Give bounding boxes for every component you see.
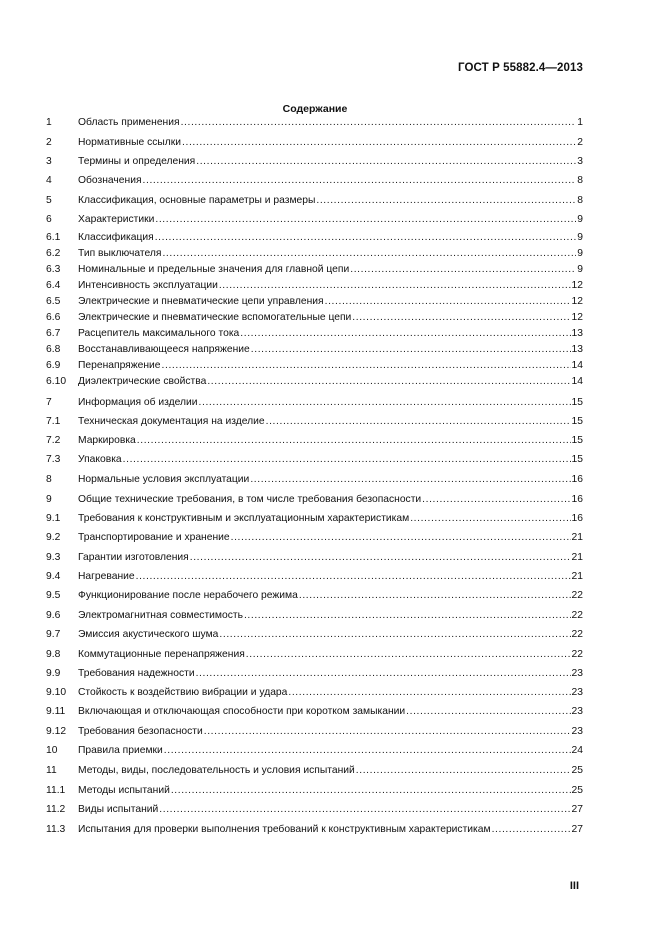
toc-entry-line bbox=[78, 609, 583, 623]
toc-entry-number: 11.1 bbox=[46, 785, 66, 796]
toc-entry-number: 11.2 bbox=[46, 804, 66, 815]
toc-entry-line bbox=[78, 493, 583, 507]
toc-entry-line bbox=[78, 263, 583, 277]
toc-entry[interactable] bbox=[46, 823, 583, 837]
toc-leader-dots bbox=[162, 247, 576, 261]
toc-entry[interactable] bbox=[46, 551, 583, 565]
toc-entry-page: 22 bbox=[571, 590, 583, 601]
toc-entry-number: 7.1 bbox=[46, 416, 61, 427]
toc-entry-number: 9.12 bbox=[46, 726, 67, 737]
toc-entry-page: 25 bbox=[571, 785, 583, 796]
toc-entry[interactable] bbox=[46, 311, 583, 325]
toc-entry-title: Правила приемки bbox=[78, 745, 163, 756]
toc-entry-page: 9 bbox=[577, 264, 583, 275]
toc-entry[interactable] bbox=[46, 375, 583, 389]
toc-entry[interactable] bbox=[46, 116, 583, 130]
page-number: III bbox=[569, 880, 579, 892]
toc-entry-line bbox=[78, 725, 583, 739]
toc-leader-dots bbox=[219, 628, 570, 642]
toc-entry-page: 14 bbox=[571, 360, 583, 371]
toc-entry[interactable] bbox=[46, 213, 583, 227]
toc-entry-page: 12 bbox=[571, 312, 583, 323]
toc-entry[interactable] bbox=[46, 784, 583, 798]
toc-leader-dots bbox=[356, 764, 571, 778]
toc-entry-page: 12 bbox=[571, 280, 583, 291]
toc-entry-page: 25 bbox=[571, 765, 583, 776]
toc-entry-page: 16 bbox=[571, 474, 583, 485]
toc-entry-title: Классификация bbox=[78, 232, 154, 243]
toc-leader-dots bbox=[159, 803, 570, 817]
toc-entry-line bbox=[78, 213, 583, 227]
toc-entry[interactable] bbox=[46, 705, 583, 719]
toc-leader-dots bbox=[137, 434, 571, 448]
toc-entry-line bbox=[78, 247, 583, 261]
toc-entry-title: Стойкость к воздействию вибрации и удара bbox=[78, 687, 288, 698]
toc-entry-line bbox=[78, 784, 583, 798]
toc-entry-title: Гарантии изготовления bbox=[78, 552, 189, 563]
toc-entry[interactable] bbox=[46, 686, 583, 700]
toc-entry-number: 9.2 bbox=[46, 532, 61, 543]
toc-entry-number: 5 bbox=[46, 195, 52, 206]
toc-leader-dots bbox=[250, 473, 570, 487]
toc-entry-page: 15 bbox=[571, 435, 583, 446]
toc-entry-title: Перенапряжение bbox=[78, 360, 161, 371]
toc-entry-title: Транспортирование и хранение bbox=[78, 532, 230, 543]
toc-entry-line bbox=[78, 295, 583, 309]
toc-entry-page: 27 bbox=[571, 804, 583, 815]
toc-entry-page: 1 bbox=[577, 117, 583, 128]
toc-leader-dots bbox=[155, 231, 577, 245]
toc-entry[interactable] bbox=[46, 628, 583, 642]
toc-entry[interactable] bbox=[46, 648, 583, 662]
toc-entry-page: 23 bbox=[571, 668, 583, 679]
toc-entry-line bbox=[78, 803, 583, 817]
toc-leader-dots bbox=[492, 823, 571, 837]
toc-entry-page: 14 bbox=[571, 376, 583, 387]
toc-entry-line bbox=[78, 116, 583, 130]
toc-entry[interactable] bbox=[46, 803, 583, 817]
toc-leader-dots bbox=[155, 213, 576, 227]
toc-leader-dots bbox=[207, 375, 570, 389]
toc-entry[interactable] bbox=[46, 155, 583, 169]
toc-entry-number: 2 bbox=[46, 137, 52, 148]
toc-title: Содержание bbox=[282, 103, 348, 115]
toc-entry-number: 8 bbox=[46, 474, 52, 485]
toc-entry-number: 4 bbox=[46, 175, 52, 186]
toc-entry-page: 8 bbox=[577, 175, 583, 186]
toc-entry-title: Виды испытаний bbox=[78, 804, 159, 815]
toc-entry-title: Требования к конструктивным и эксплуатационным характеристикам bbox=[78, 513, 410, 524]
toc-entry-page: 23 bbox=[571, 687, 583, 698]
toc-entry-number: 10 bbox=[46, 745, 58, 756]
toc-entry-line bbox=[78, 531, 583, 545]
toc-leader-dots bbox=[196, 155, 576, 169]
toc-entry-page: 9 bbox=[577, 248, 583, 259]
toc-entry-page: 22 bbox=[571, 629, 583, 640]
toc-entry-page: 9 bbox=[577, 214, 583, 225]
toc-entry-number: 11 bbox=[46, 765, 57, 776]
toc-leader-dots bbox=[316, 194, 576, 208]
toc-entry[interactable] bbox=[46, 359, 583, 373]
toc-entry-title: Нагревание bbox=[78, 571, 135, 582]
toc-entry-line bbox=[78, 628, 583, 642]
toc-entry-title: Интенсивность эксплуатации bbox=[78, 280, 218, 291]
toc-entry-line bbox=[78, 473, 583, 487]
toc-entry-number: 6.1 bbox=[46, 232, 61, 243]
toc-entry-line bbox=[78, 434, 583, 448]
toc-entry-title: Термины и определения bbox=[78, 156, 196, 167]
toc-entry-number: 6.7 bbox=[46, 328, 61, 339]
toc-entry-line bbox=[78, 648, 583, 662]
toc-entry[interactable] bbox=[46, 473, 583, 487]
toc-entry[interactable] bbox=[46, 531, 583, 545]
toc-entry-number: 1 bbox=[46, 117, 52, 128]
toc-entry-number: 7.2 bbox=[46, 435, 61, 446]
toc-entry-line bbox=[78, 327, 583, 341]
toc-entry[interactable] bbox=[46, 247, 583, 261]
toc-leader-dots bbox=[244, 609, 571, 623]
toc-entry[interactable] bbox=[46, 295, 583, 309]
toc-entry-number: 9.5 bbox=[46, 590, 61, 601]
toc-leader-dots bbox=[325, 295, 571, 309]
toc-leader-dots bbox=[410, 512, 570, 526]
toc-leader-dots bbox=[182, 136, 576, 150]
toc-entry-number: 7.3 bbox=[46, 454, 61, 465]
toc-entry-page: 8 bbox=[577, 195, 583, 206]
toc-entry-page: 13 bbox=[571, 328, 583, 339]
toc-entry-title: Испытания для проверки выполнения требований к конструктивным характеристикам bbox=[78, 824, 491, 835]
toc-entry[interactable] bbox=[46, 764, 583, 778]
toc-entry-page: 13 bbox=[571, 344, 583, 355]
toc-entry-title: Нормальные условия эксплуатации bbox=[78, 474, 250, 485]
toc-entry-line bbox=[78, 174, 583, 188]
toc-entry-number: 9.10 bbox=[46, 687, 67, 698]
toc-entry-number: 6.9 bbox=[46, 360, 61, 371]
toc-entry[interactable] bbox=[46, 194, 583, 208]
toc-leader-dots bbox=[352, 311, 570, 325]
toc-entry-line bbox=[78, 415, 583, 429]
toc-entry[interactable] bbox=[46, 725, 583, 739]
toc-entry-number: 6 bbox=[46, 214, 52, 225]
toc-entry-title: Маркировка bbox=[78, 435, 136, 446]
toc-entry-number: 9.4 bbox=[46, 571, 61, 582]
toc-entry[interactable] bbox=[46, 263, 583, 277]
toc-leader-dots bbox=[123, 453, 571, 467]
toc-entry-title: Методы испытаний bbox=[78, 785, 170, 796]
toc-entry-line bbox=[78, 343, 583, 357]
toc-entry-line bbox=[78, 194, 583, 208]
toc-leader-dots bbox=[136, 570, 571, 584]
toc-entry-page: 15 bbox=[571, 454, 583, 465]
toc-entry[interactable] bbox=[46, 589, 583, 603]
toc-leader-dots bbox=[199, 396, 571, 410]
toc-entry-page: 21 bbox=[571, 552, 583, 563]
toc-entry[interactable] bbox=[46, 415, 583, 429]
toc-leader-dots bbox=[288, 686, 570, 700]
toc-entry[interactable] bbox=[46, 174, 583, 188]
toc-entry-page: 27 bbox=[571, 824, 583, 835]
toc-entry[interactable] bbox=[46, 136, 583, 150]
toc-entry-title: Классификация, основные параметры и размеры bbox=[78, 195, 316, 206]
toc-entry[interactable] bbox=[46, 434, 583, 448]
toc-entry[interactable] bbox=[46, 493, 583, 507]
toc-entry-page: 24 bbox=[571, 745, 583, 756]
toc-entry-line bbox=[78, 705, 583, 719]
toc-entry[interactable] bbox=[46, 327, 583, 341]
toc-entry-line bbox=[78, 155, 583, 169]
toc-entry-title: Информация об изделии bbox=[78, 397, 198, 408]
toc-entry-title: Коммутационные перенапряжения bbox=[78, 649, 245, 660]
toc-entry-title: Восстанавливающееся напряжение bbox=[78, 344, 250, 355]
toc-entry-line bbox=[78, 279, 583, 293]
toc-entry-page: 2 bbox=[577, 137, 583, 148]
toc-entry-number: 6.2 bbox=[46, 248, 61, 259]
toc-leader-dots bbox=[143, 174, 577, 188]
toc-entry-title: Требования надежности bbox=[78, 668, 195, 679]
toc-entry-title: Обозначения bbox=[78, 175, 142, 186]
toc-entry-number: 6.3 bbox=[46, 264, 61, 275]
toc-leader-dots bbox=[162, 359, 571, 373]
toc-entry-number: 9.8 bbox=[46, 649, 61, 660]
toc-entry-number: 9.1 bbox=[46, 513, 61, 524]
toc-entry-title: Требования безопасности bbox=[78, 726, 203, 737]
toc-entry[interactable] bbox=[46, 453, 583, 467]
toc-entry-line bbox=[78, 375, 583, 389]
toc-entry-title: Номинальные и предельные значения для главной цепи bbox=[78, 264, 350, 275]
toc-leader-dots bbox=[196, 667, 571, 681]
toc-entry-title: Техническая документация на изделие bbox=[78, 416, 265, 427]
toc-leader-dots bbox=[299, 589, 571, 603]
toc-entry[interactable] bbox=[46, 744, 583, 758]
toc-entry-title: Электромагнитная совместимость bbox=[78, 610, 243, 621]
toc-entry-page: 23 bbox=[571, 706, 583, 717]
toc-entry-line bbox=[78, 551, 583, 565]
toc-entry-title: Эмиссия акустического шума bbox=[78, 629, 219, 640]
toc-entry-page: 22 bbox=[571, 610, 583, 621]
toc-entry-title: Электрические и пневматические цепи управления bbox=[78, 296, 324, 307]
toc-entry[interactable] bbox=[46, 231, 583, 245]
toc-entry-page: 22 bbox=[571, 649, 583, 660]
toc-entry-page: 15 bbox=[571, 416, 583, 427]
toc-entry-line bbox=[78, 396, 583, 410]
toc-leader-dots bbox=[181, 116, 577, 130]
toc-entry-line bbox=[78, 311, 583, 325]
toc-entry-number: 3 bbox=[46, 156, 52, 167]
toc-entry-number: 9.9 bbox=[46, 668, 61, 679]
toc-entry-number: 6.10 bbox=[46, 376, 67, 387]
toc-entry-line bbox=[78, 823, 583, 837]
toc-leader-dots bbox=[219, 279, 571, 293]
toc-entry-line bbox=[78, 570, 583, 584]
toc-entry-number: 6.8 bbox=[46, 344, 61, 355]
toc-entry-title: Методы, виды, последовательность и условия испытаний bbox=[78, 765, 355, 776]
toc-entry-title: Тип выключателя bbox=[78, 248, 162, 259]
toc-entry-page: 3 bbox=[577, 156, 583, 167]
toc-entry-title: Характеристики bbox=[78, 214, 155, 225]
toc-entry-line bbox=[78, 589, 583, 603]
toc-entry[interactable] bbox=[46, 609, 583, 623]
toc-entry[interactable] bbox=[46, 570, 583, 584]
toc-entry[interactable] bbox=[46, 396, 583, 410]
toc-entry-number: 6.6 bbox=[46, 312, 61, 323]
toc-entry-number: 7 bbox=[46, 397, 52, 408]
toc-entry-number: 9.6 bbox=[46, 610, 61, 621]
toc-entry-line bbox=[78, 136, 583, 150]
toc-entry-page: 9 bbox=[577, 232, 583, 243]
toc-entry-page: 12 bbox=[571, 296, 583, 307]
toc-entry-line bbox=[78, 359, 583, 373]
toc-entry-line bbox=[78, 667, 583, 681]
toc-entry-title: Расцепитель максимального тока bbox=[78, 328, 240, 339]
toc-entry-line bbox=[78, 764, 583, 778]
toc-entry-title: Функционирование после нерабочего режима bbox=[78, 590, 298, 601]
toc-leader-dots bbox=[350, 263, 576, 277]
toc-entry-number: 9 bbox=[46, 494, 52, 505]
toc-entry-number: 6.4 bbox=[46, 280, 61, 291]
toc-leader-dots bbox=[190, 551, 571, 565]
toc-leader-dots bbox=[246, 648, 571, 662]
toc-leader-dots bbox=[171, 784, 571, 798]
toc-leader-dots bbox=[251, 343, 571, 357]
toc-entry-number: 6.5 bbox=[46, 296, 61, 307]
toc-entry-title: Область применения bbox=[78, 117, 180, 128]
toc-leader-dots bbox=[164, 744, 571, 758]
document-code: ГОСТ Р 55882.4—2013 bbox=[458, 62, 583, 74]
toc-entry[interactable] bbox=[46, 667, 583, 681]
toc-entry-title: Общие технические требования, в том числе требования безопасности bbox=[78, 494, 422, 505]
toc-entry-line bbox=[78, 512, 583, 526]
toc-entry[interactable] bbox=[46, 279, 583, 293]
toc-leader-dots bbox=[204, 725, 571, 739]
toc-leader-dots bbox=[266, 415, 571, 429]
toc-entry-line bbox=[78, 453, 583, 467]
toc-entry[interactable] bbox=[46, 512, 583, 526]
toc-entry-number: 11.3 bbox=[46, 824, 66, 835]
toc-entry[interactable] bbox=[46, 343, 583, 357]
toc-entry-page: 23 bbox=[571, 726, 583, 737]
toc-entry-page: 16 bbox=[571, 494, 583, 505]
toc-leader-dots bbox=[231, 531, 571, 545]
toc-entry-page: 21 bbox=[571, 532, 583, 543]
toc-entry-page: 15 bbox=[571, 397, 583, 408]
toc-entry-page: 16 bbox=[571, 513, 583, 524]
toc-entry-line bbox=[78, 686, 583, 700]
toc-entry-line bbox=[78, 744, 583, 758]
toc-entry-title: Нормативные ссылки bbox=[78, 137, 182, 148]
toc-entry-title: Диэлектрические свойства bbox=[78, 376, 207, 387]
toc-entry-number: 9.11 bbox=[46, 706, 66, 717]
toc-entry-number: 9.3 bbox=[46, 552, 61, 563]
toc-entry-page: 21 bbox=[571, 571, 583, 582]
toc-leader-dots bbox=[240, 327, 570, 341]
toc-leader-dots bbox=[422, 493, 570, 507]
toc-leader-dots bbox=[406, 705, 570, 719]
toc-entry-title: Включающая и отключающая способности при коротком замыкании bbox=[78, 706, 406, 717]
toc-entry-title: Электрические и пневматические вспомогательные цепи bbox=[78, 312, 352, 323]
toc-entry-line bbox=[78, 231, 583, 245]
toc-entry-title: Упаковка bbox=[78, 454, 122, 465]
toc-entry-number: 9.7 bbox=[46, 629, 61, 640]
